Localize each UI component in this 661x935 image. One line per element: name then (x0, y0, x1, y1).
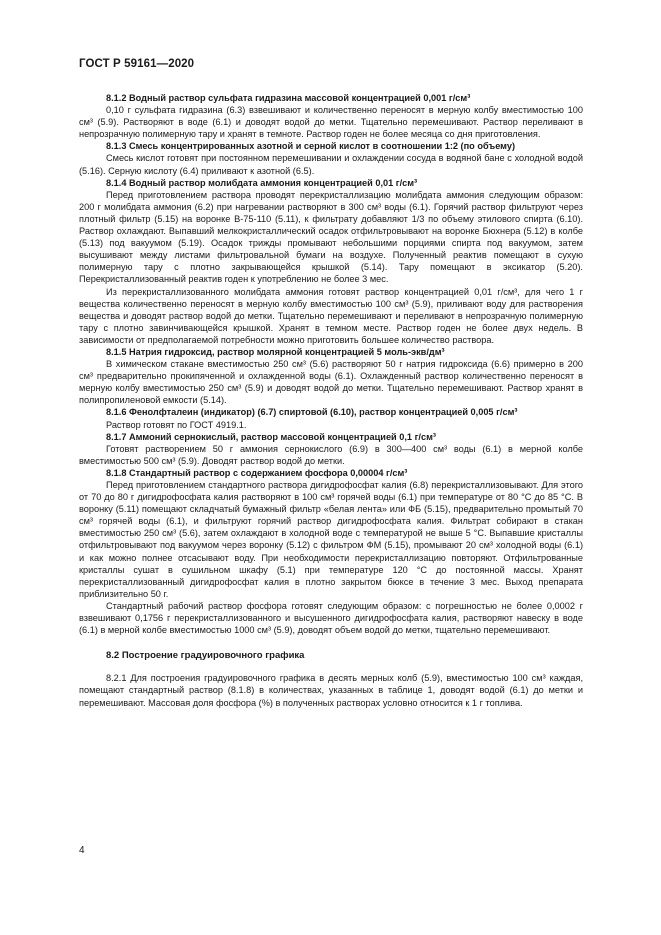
section-heading-8-1-7: 8.1.7 Аммоний сернокислый, раствор массовой концентрацией 0,1 г/см³ (106, 431, 436, 442)
paragraph: 8.2.1 Для построения градуировочного графика в десять мерных колб (5.9), вместимостью 100 см³ каждая, помещают стандартный раствор (8.1.8) в количествах, указанных в таблице 1, доводят водой (6.1) до метки и перемешивают. Массовая доля фосфора (%) в полученных растворах условно относится к 1 г топлива. (79, 673, 583, 708)
paragraph: Смесь кислот готовят при постоянном перемешивании и охлаждении сосуда в водяной бане с холодной водой (5.16). Серную кислоту (6.4) приливают к азотной (6.5). (79, 153, 583, 176)
paragraph: 0,10 г сульфата гидразина (6.3) взвешивают и количественно переносят в мерную колбу вместимостью 100 см³ (5.9). Растворяют в воде (6.1) и доводят водой до метки. Тщательно перемешивают. Раствор переливают в непрозрачную полимерную тару и хранят в темноте. Раствор годен не более месяца со дня приготовления. (79, 105, 583, 140)
section-heading-8-1-5: 8.1.5 Натрия гидроксид, раствор молярной концентрацией 5 моль-экв/дм³ (106, 346, 445, 357)
section-heading-8-2: 8.2 Построение градуировочного графика (106, 650, 305, 662)
paragraph: Перед приготовлением раствора проводят перекристаллизацию молибдата аммония следующим образом: 200 г молибдата аммония (6.2) при нагревании растворяют в 300 см³ воды (6.1). Горячий раствор фильтруют через плотный фильтр (5.15) на воронке В-75-110 (5.11), к фильтрату добавляют 1/3 по объему этилового спирта (6.10). Раствор охлаждают. Выпавший мелкокристаллический осадок отфильтровывают на воронке Бюхнера (5.12) в колбе (5.13) под вакуумом (5.19). Осадок трижды промывают небольшими порциями спирта под вакуумом, затем высушивают между листами фильтровальной бумаги на воздухе. Полученный реактив помещают в сухую полимерную тару с плотно закрывающейся крышкой (5.14). Тару помещают в эксикатор (5.20). Перекристаллизованный реактив годен к употреблению не более 3 мес. (79, 189, 583, 285)
section-heading-8-1-4: 8.1.4 Водный раствор молибдата аммония концентрацией 0,01 г/см³ (106, 177, 418, 188)
document-body (79, 92, 583, 709)
page-number: 4 (79, 845, 85, 856)
paragraph: Стандартный рабочий раствор фосфора готовят следующим образом: с погрешностью не более 0,0002 г взвешивают 0,1756 г перекристаллизованного и высушенного дигидрофосфата калия, растворяют навеску в воде (6.1) в мерной колбе вместимостью 1000 см³ (5.9), доводят объем водой до метки, тщательно перемешивают. (79, 600, 583, 636)
document-header: ГОСТ Р 59161—2020 (79, 58, 195, 70)
paragraph: Готовят растворением 50 г аммония сернокислого (6.9) в 300—400 см³ воды (6.1) в мерной колбе вместимостью 500 см³ (5.9). Доводят раствор водой до метки. (79, 443, 583, 466)
paragraph: В химическом стакане вместимостью 250 см³ (5.6) растворяют 50 г натрия гидроксида (6.6) примерно в 200 см³ предварительно прокипяченной и охлажденной воды (6.1). Охлажденный раствор количественно переносят в мерную колбу вместимостью 250 см³ (5.9) и доводят водой до метки. Тщательно перемешивают. Раствор хранят в полипропиленовой емкости (5.14). (79, 359, 583, 406)
paragraph: Из перекристаллизованного молибдата аммония готовят раствор концентрацией 0,01 г/см³, для чего 1 г вещества количественно переносят в мерную колбу вместимостью 100 см³ (5.9), приливают воду для растворения вещества и доводят раствор водой до метки. Тщательно перемешивают и переливают в непрозрачную полимерную тару с плотно завинчивающейся крышкой. Хранят в темном месте. Раствор годен не более двух недель. В зависимости от предполагаемой потребности можно приготовить большее количество раствора. (79, 286, 583, 345)
paragraph: Раствор готовят по ГОСТ 4919.1. (106, 419, 247, 430)
section-heading-8-1-3: 8.1.3 Смесь концентрированных азотной и серной кислот в соотношении 1:2 (по объему) (106, 141, 516, 152)
paragraph: Перед приготовлением стандартного раствора дигидрофосфат калия (6.8) перекристаллизовывают. Для этого от 70 до 80 г дигидрофосфата калия растворяют в 100 см³ горячей воды (6.1) при температуре от 80 °C до 85 °C. В воронку (5.11) помещают складчатый бумажный фильтр «белая лента» или ФБ (5.15), предварительно промытый 70 см³ горячей воды (6.1), и фильтруют горячий раствор дигидрофосфата калия. Фильтрат собирают в стакан вместимостью 250 см³ (5.6), затем охлаждают в холодной воде с температурой не выше 5 °C. Выпавшие кристаллы отфильтровывают под вакуумом через воронку (5.12) с фильтром ФМ (5.15), промывают 20 см³ холодной воды (6.1) и как можно полнее отсасывают воду. При необходимости перекристаллизацию повторяют. Отфильтрованные кристаллы сушат в сушильном шкафу (5.1) при температуре 120 °C до постоянной массы. Хранят перекристаллизованный дигидрофосфат калия в плотно закрытом бюксе в течение 3 мес. Выход препарата приблизительно 50 г. (79, 480, 583, 599)
section-heading-8-1-6: 8.1.6 Фенолфталеин (индикатор) (6.7) спиртовой (6.10), раствор концентрацией 0,005 г/см³ (106, 407, 518, 418)
section-heading-8-1-8: 8.1.8 Стандартный раствор с содержанием фосфора 0,00004 г/см³ (106, 467, 408, 478)
section-heading-8-1-2: 8.1.2 Водный раствор сульфата гидразина массовой концентрацией 0,001 г/см³ (106, 93, 471, 103)
